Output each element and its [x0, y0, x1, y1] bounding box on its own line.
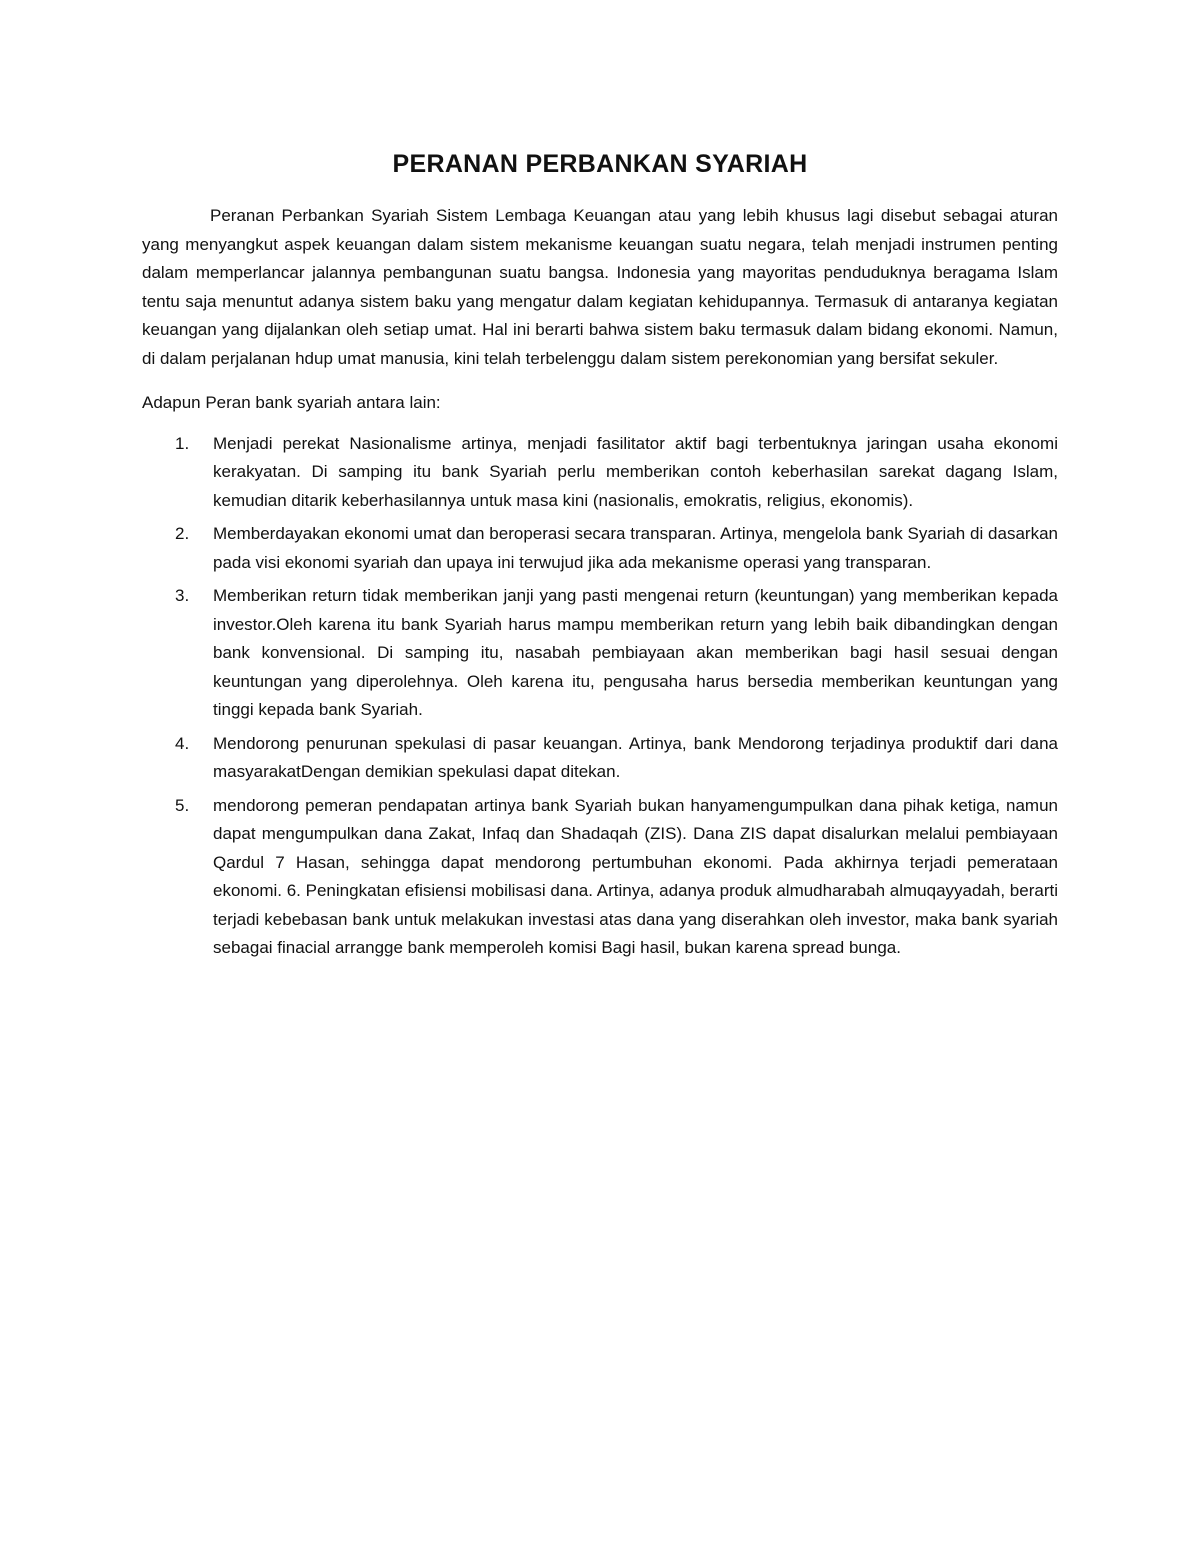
list-item-text: mendorong pemeran pendapatan artinya bank Syariah bukan hanyamengumpulkan dana pihak ketiga, namun dapat mengumpulkan dana Zakat, Infaq dan Shadaqah (ZIS). Dana ZIS dapat disalurkan melalui pembiayaan Qardul 7 Hasan, sehingga dapat mendorong pertumbuhan ekonomi. Pada akhirnya terjadi pemerataan ekonomi. 6. Peningkatan efisiensi mobilisasi dana. Artinya, adanya produk almudharabah almuqayyadah, berarti terjadi kebebasan bank untuk melakukan investasi atas dana yang diserahkan oleh investor, maka bank syariah sebagai finacial arrangge bank memperoleh komisi Bagi hasil, bukan karena spread bunga.	[213, 795, 1058, 957]
list-item-number: 1.	[175, 433, 190, 453]
list-item-text: Memberdayakan ekonomi umat dan beroperasi secara transparan. Artinya, mengelola bank Syariah di dasarkan pada visi ekonomi syariah dan upaya ini terwujud jika ada mekanisme operasi yang transparan.	[213, 524, 1058, 572]
list-item-number: 2.	[175, 524, 190, 543]
list-item-text: Mendorong penurunan spekulasi di pasar keuangan. Artinya, bank Mendorong terjadinya produktif dari dana masyarakatDengan demikian spekulasi dapat ditekan.	[213, 733, 1058, 781]
list-item	[142, 582, 1058, 725]
list-item	[142, 730, 1058, 787]
document-body	[142, 146, 1058, 968]
list-item-number: 3.	[175, 586, 190, 605]
list-item	[142, 792, 1058, 963]
list-item-text: Menjadi perekat Nasionalisme artinya, menjadi fasilitator aktif bagi terbentuknya jaringan usaha ekonomi kerakyatan. Di samping itu bank Syariah perlu memberikan contoh keberhasilan sarekat dagang Islam, kemudian ditarik keberhasilannya untuk masa kini (nasionalis, emokratis, religius, ekonomis).	[213, 433, 1058, 510]
list-item-number: 5.	[175, 795, 190, 815]
list-intro: Adapun Peran bank syariah antara lain:	[142, 393, 441, 412]
list-item-number: 4.	[175, 733, 190, 753]
roles-list	[142, 430, 1058, 963]
list-item	[142, 520, 1058, 577]
document-title: PERANAN PERBANKAN SYARIAH	[392, 150, 808, 178]
intro-paragraph: Peranan Perbankan Syariah Sistem Lembaga Keuangan atau yang lebih khusus lagi disebut sebagai aturan yang menyangkut aspek keuangan dalam sistem mekanisme keuangan suatu negara, telah menjadi instrumen penting dalam memperlancar jalannya pembangunan suatu bangsa. Indonesia yang mayoritas penduduknya beragama Islam tentu saja menuntut adanya sistem baku yang mengatur dalam kegiatan kehidupannya. Termasuk di antaranya kegiatan keuangan yang dijalankan oleh setiap umat. Hal ini berarti bahwa sistem baku termasuk dalam bidang ekonomi. Namun, di dalam perjalanan hdup umat manusia, kini telah terbelenggu dalam sistem perekonomian yang bersifat sekuler.	[142, 206, 1058, 368]
list-item	[142, 430, 1058, 516]
list-item-text: Memberikan return tidak memberikan janji yang pasti mengenai return (keuntungan) yang memberikan kepada investor.Oleh karena itu bank Syariah harus mampu memberikan return yang lebih baik dibandingkan dengan bank konvensional. Di samping itu, nasabah pembiayaan akan memberikan bagi hasil sesuai dengan keuntungan yang diperolehnya. Oleh karena itu, pengusaha harus bersedia memberikan keuntungan yang tinggi kepada bank Syariah.	[213, 586, 1058, 719]
